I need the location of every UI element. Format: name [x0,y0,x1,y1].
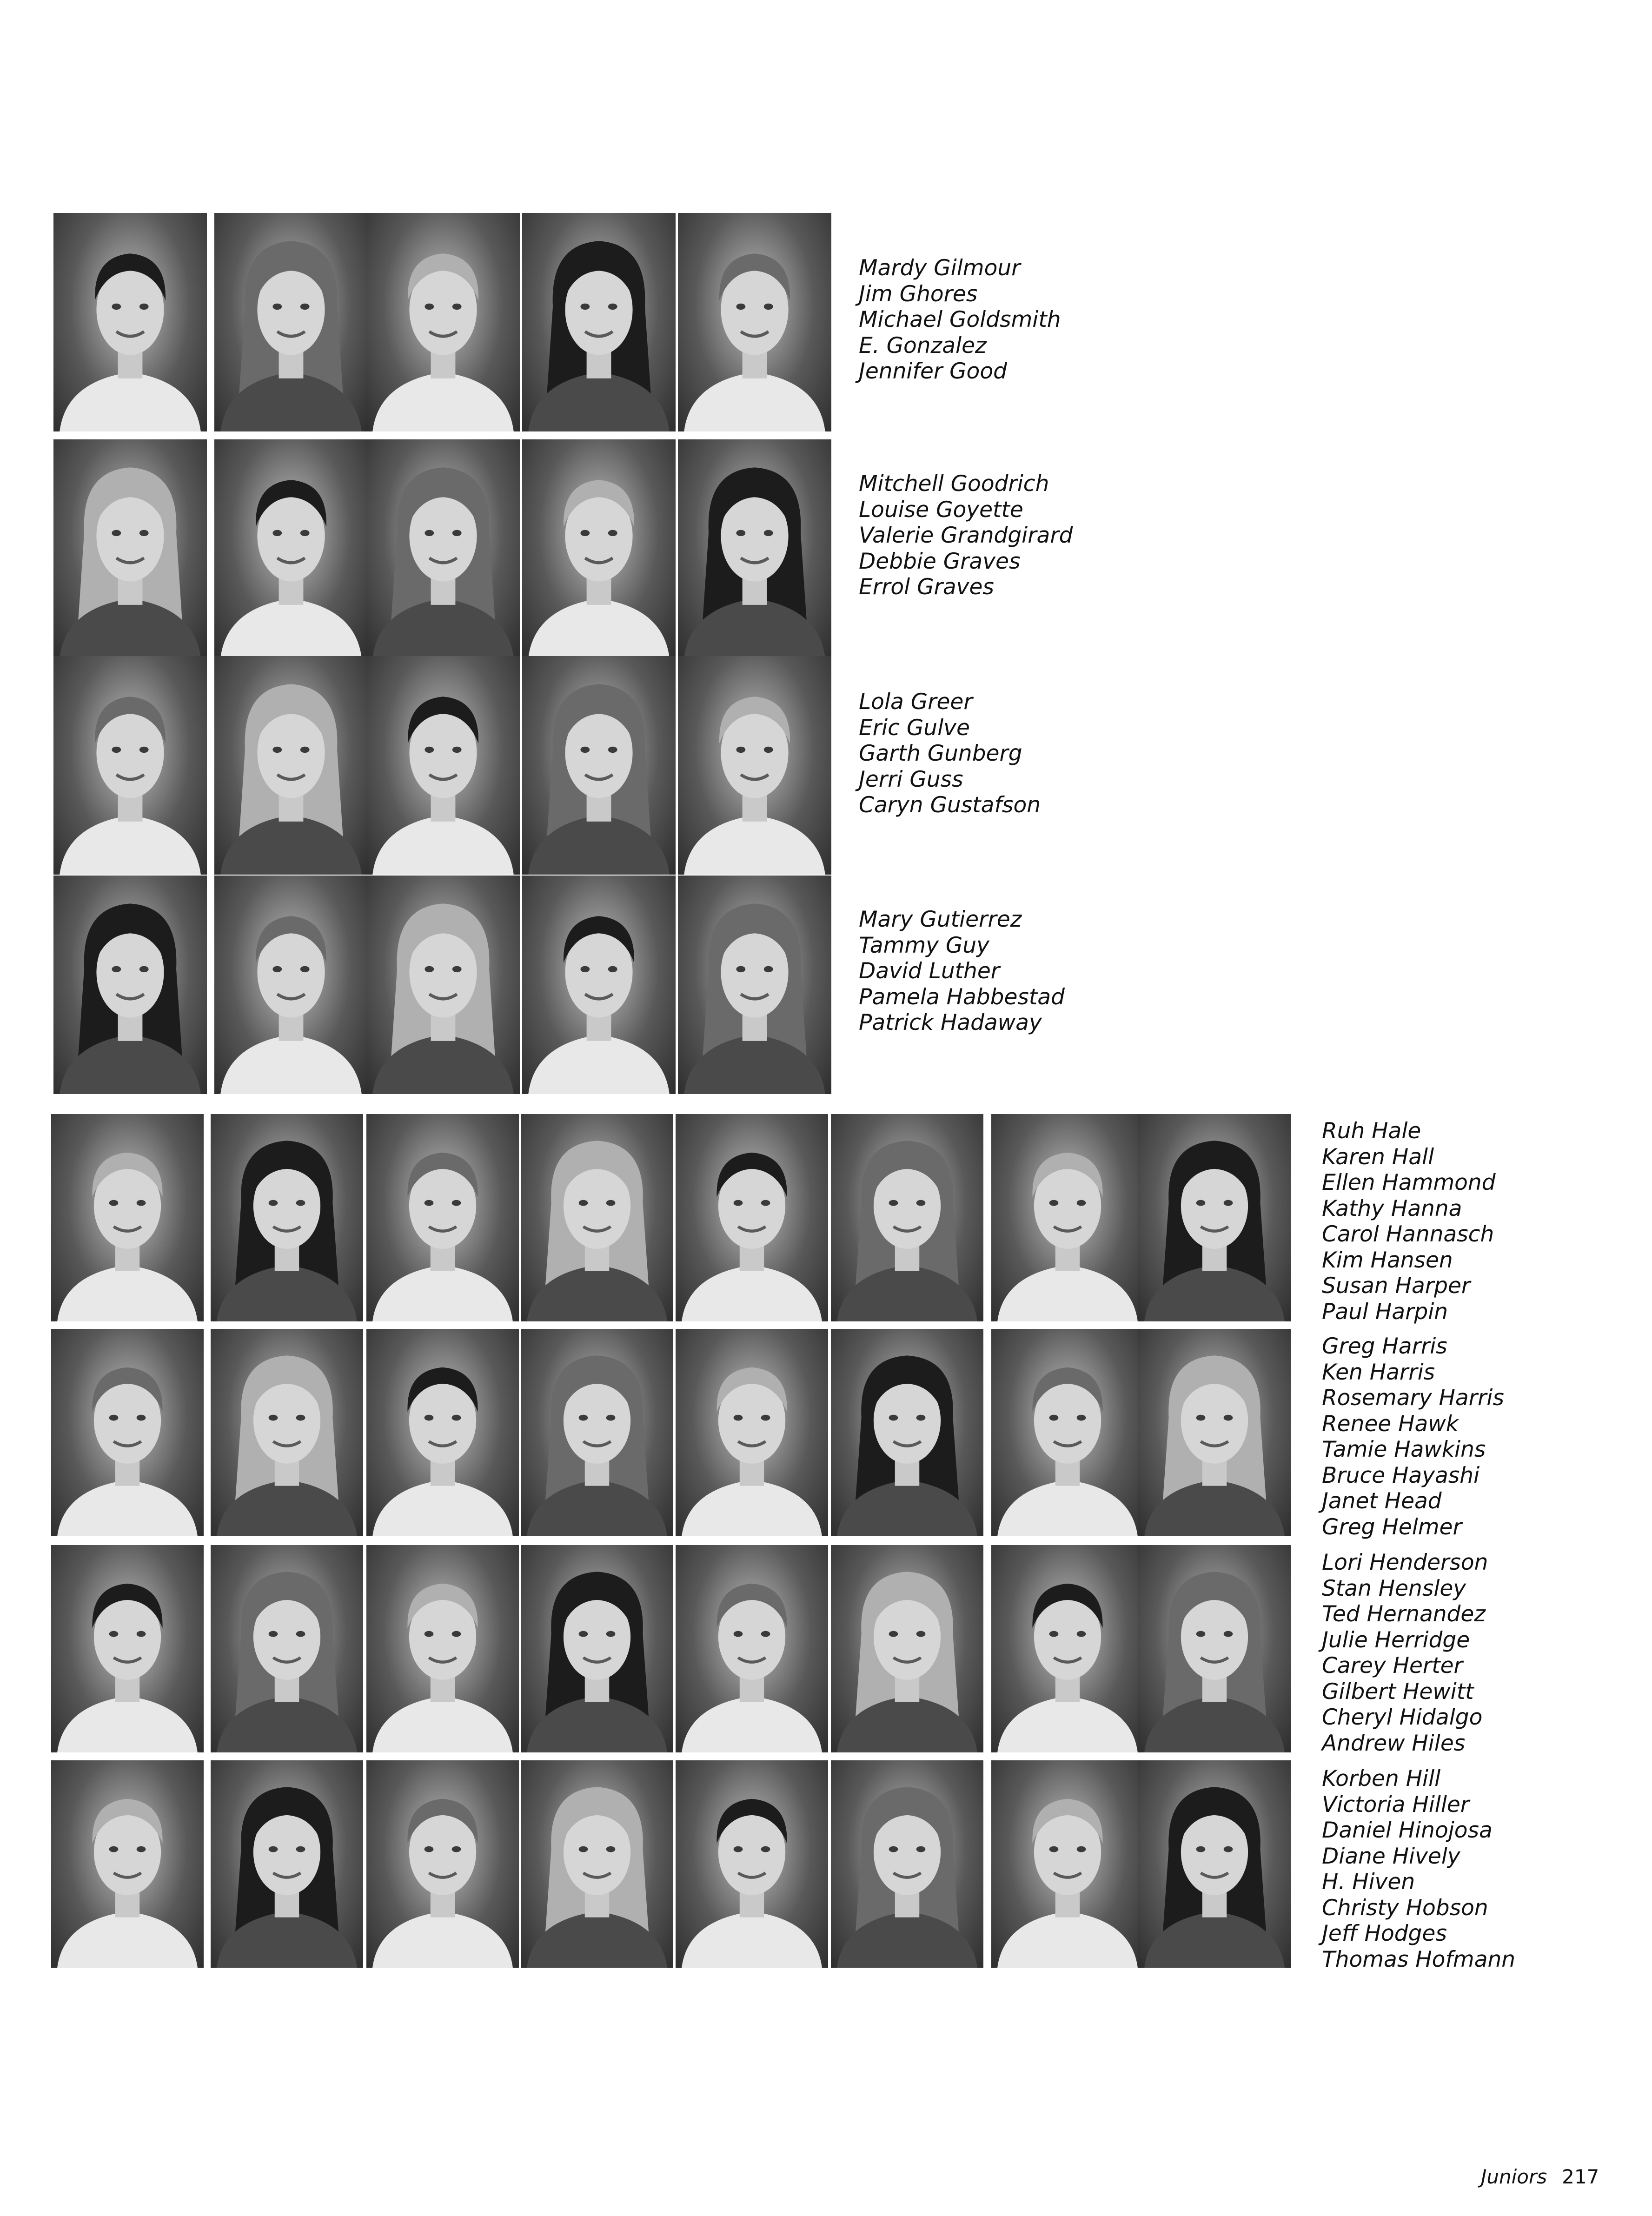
student-name: Bruce Hayashi [1322,1462,1480,1488]
portrait-photo-bottom-r3-c4 [521,1545,673,1752]
portrait-photo-top-r1-c3 [366,213,520,431]
portrait-photo-bottom-r4-c4 [521,1760,673,1968]
student-name: Victoria Hiller [1322,1791,1470,1818]
portrait-photo-bottom-r2-c6 [831,1329,983,1536]
name-list-top-row-1 [859,255,1061,385]
name-list-top-row-2 [859,471,1073,600]
student-name: Jerri Guss [859,766,963,792]
student-name: Diane Hively [1322,1843,1460,1869]
student-name: Michael Goldsmith [859,307,1061,332]
student-name: Caryn Gustafson [859,792,1041,818]
student-name: Ruh Hale [1322,1118,1421,1144]
student-name: Eric Gulve [859,715,970,741]
portrait-photo-top-r4-c3 [366,876,520,1094]
portrait-photo-top-r3-c2 [214,656,368,875]
portrait-photo-top-r2-c5 [678,439,831,658]
portrait-photo-bottom-r4-c6 [831,1760,983,1968]
portrait-photo-top-r2-c2 [214,439,368,658]
portrait-photo-bottom-r4-c5 [676,1760,828,1968]
student-name: Daniel Hinojosa [1322,1818,1493,1843]
name-list-bottom-row-3 [1322,1550,1488,1756]
student-name: Ken Harris [1322,1359,1435,1385]
portrait-photo-bottom-r1-c8 [1138,1114,1291,1321]
portrait-photo-top-r2-c4 [522,439,676,658]
student-name: Lori Henderson [1322,1550,1488,1575]
student-name: Mardy Gilmour [859,255,1021,281]
student-name: Korben Hill [1322,1766,1441,1791]
student-name: Kathy Hanna [1322,1195,1462,1221]
student-name: Valerie Grandgirard [859,523,1073,548]
student-name: Tamie Hawkins [1322,1437,1486,1462]
student-name: Cheryl Hidalgo [1322,1705,1483,1730]
portrait-photo-bottom-r4-c1 [51,1760,204,1968]
name-list-bottom-row-1 [1322,1118,1496,1325]
student-name: David Luther [859,958,1000,984]
name-list-bottom-row-2 [1322,1334,1504,1540]
student-name: Karen Hall [1322,1144,1434,1170]
student-name: Ellen Hammond [1322,1170,1496,1195]
portrait-photo-bottom-r4-c7 [991,1760,1144,1968]
student-name: Jeff Hodges [1322,1921,1447,1946]
portrait-photo-bottom-r4-c2 [211,1760,363,1968]
section-label: Juniors [1481,2165,1547,2188]
student-name: Andrew Hiles [1322,1730,1466,1756]
student-name: Susan Harper [1322,1273,1471,1299]
portrait-photo-top-r1-c1 [53,213,207,431]
portrait-photo-bottom-r1-c2 [211,1114,363,1321]
portrait-photo-bottom-r2-c7 [991,1329,1144,1536]
student-name: Greg Harris [1322,1334,1447,1359]
student-name: Tammy Guy [859,932,989,958]
student-name: Christy Hobson [1322,1895,1488,1921]
student-name: Mary Gutierrez [859,907,1022,932]
student-name: Errol Graves [859,574,994,600]
portrait-photo-bottom-r1-c4 [521,1114,673,1321]
portrait-photo-bottom-r2-c5 [676,1329,828,1536]
portrait-photo-top-r1-c2 [214,213,368,431]
portrait-photo-bottom-r2-c3 [366,1329,519,1536]
portrait-photo-bottom-r4-c3 [366,1760,519,1968]
student-name: Kim Hansen [1322,1247,1453,1273]
portrait-photo-top-r2-c1 [53,439,207,658]
portrait-photo-bottom-r3-c8 [1138,1545,1291,1752]
portrait-photo-bottom-r3-c6 [831,1545,983,1752]
student-name: E. Gonzalez [859,332,987,358]
portrait-photo-bottom-r1-c1 [51,1114,204,1321]
portrait-photo-bottom-r2-c4 [521,1329,673,1536]
student-name: Paul Harpin [1322,1299,1448,1325]
portrait-photo-bottom-r1-c3 [366,1114,519,1321]
portrait-photo-top-r4-c4 [522,876,676,1094]
student-name: Gilbert Hewitt [1322,1679,1474,1705]
student-name: Carey Herter [1322,1653,1463,1679]
portrait-photo-top-r1-c5 [678,213,831,431]
student-name: Patrick Hadaway [859,1010,1042,1035]
student-name: Thomas Hofmann [1322,1946,1516,1972]
portrait-photo-bottom-r3-c3 [366,1545,519,1752]
portrait-photo-bottom-r4-c8 [1138,1760,1291,1968]
portrait-photo-bottom-r2-c2 [211,1329,363,1536]
portrait-photo-top-r3-c5 [678,656,831,875]
portrait-photo-bottom-r1-c6 [831,1114,983,1321]
portrait-photo-bottom-r1-c7 [991,1114,1144,1321]
name-list-top-row-4 [859,907,1065,1036]
student-name: Jim Ghores [859,281,978,307]
student-name: Julie Herridge [1322,1627,1470,1653]
name-list-bottom-row-4 [1322,1766,1515,1972]
student-name: H. Hiven [1322,1869,1415,1895]
student-name: Greg Helmer [1322,1514,1462,1540]
portrait-photo-bottom-r1-c5 [676,1114,828,1321]
student-name: Pamela Habbestad [859,984,1065,1010]
portrait-photo-top-r4-c1 [53,876,207,1094]
portrait-photo-top-r3-c1 [53,656,207,875]
portrait-photo-top-r4-c5 [678,876,831,1094]
portrait-photo-bottom-r2-c1 [51,1329,204,1536]
name-list-top-row-3 [859,689,1041,818]
portrait-photo-bottom-r3-c5 [676,1545,828,1752]
student-name: Debbie Graves [859,548,1021,574]
portrait-photo-top-r3-c3 [366,656,520,875]
student-name: Carol Hannasch [1322,1221,1494,1247]
portrait-photo-bottom-r3-c1 [51,1545,204,1752]
student-name: Ted Hernandez [1322,1601,1486,1627]
portrait-photo-bottom-r2-c8 [1138,1329,1291,1536]
student-name: Jennifer Good [859,358,1007,384]
student-name: Garth Gunberg [859,741,1022,766]
student-name: Lola Greer [859,689,973,715]
student-name: Renee Hawk [1322,1411,1459,1437]
student-name: Stan Hensley [1322,1575,1466,1601]
portrait-photo-top-r4-c2 [214,876,368,1094]
portrait-photo-bottom-r3-c7 [991,1545,1144,1752]
portrait-photo-top-r3-c4 [522,656,676,875]
student-name: Louise Goyette [859,497,1023,523]
student-name: Rosemary Harris [1322,1385,1504,1411]
student-name: Janet Head [1322,1488,1442,1514]
portrait-photo-top-r2-c3 [366,439,520,658]
portrait-photo-top-r1-c4 [522,213,676,431]
page-footer [1481,2165,1599,2188]
portrait-photo-bottom-r3-c2 [211,1545,363,1752]
student-name: Mitchell Goodrich [859,471,1049,497]
page-number: 217 [1562,2165,1599,2188]
